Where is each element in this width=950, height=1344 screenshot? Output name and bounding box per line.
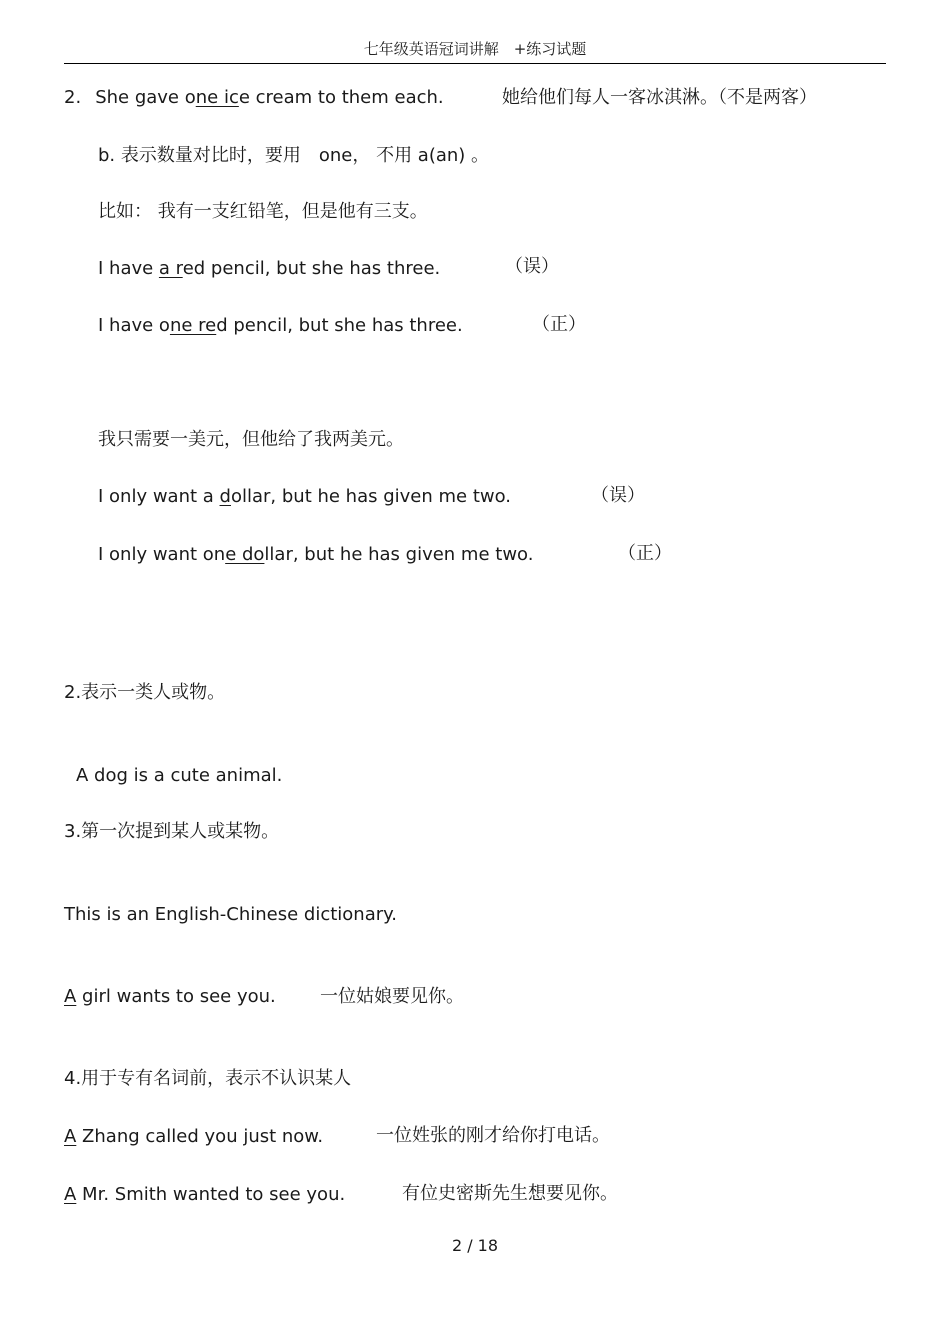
underlined-text: A: [64, 1184, 77, 1205]
example-wrong-2: [98, 485, 511, 509]
item-number: 2.: [64, 87, 82, 108]
sentence-part: girl wants to see you.: [76, 986, 276, 1007]
underlined-text: e do: [225, 544, 265, 565]
example-sentence: [64, 1125, 323, 1149]
underlined-text: a r: [158, 258, 183, 279]
sentence-part: I have: [98, 258, 159, 279]
sentence-part: d pencil, but she has three.: [216, 315, 463, 336]
underlined-text: ne re: [169, 315, 217, 336]
sentence-part: I only want a: [98, 486, 220, 507]
wrong-mark: （误）: [591, 485, 645, 506]
translation-1: 她给他们每人一客冰淇淋。（不是两客）: [502, 87, 817, 108]
example-line-1: [64, 86, 444, 110]
underlined-text: ne ic: [195, 87, 239, 108]
sentence-part: I have o: [98, 315, 170, 336]
underlined-text: d: [219, 486, 231, 507]
example-sentence: This is an English-Chinese dictionary.: [64, 904, 397, 925]
sentence-part: ollar, but he has given me two.: [230, 486, 512, 507]
sentence-part: ed pencil, but she has three.: [182, 258, 441, 279]
rule-b: b. 表示数量对比时，要用 one， 不用 a(an) 。: [98, 145, 490, 166]
translation: 一位姑娘要见你。: [320, 986, 464, 1007]
section-heading-3: 3.第一次提到某人或某物。: [64, 821, 280, 842]
sentence-part: I only want on: [98, 544, 226, 565]
running-header: 七年级英语冠词讲解 +练习试题: [363, 40, 587, 58]
underlined-text: A: [64, 1126, 77, 1147]
example-sentence: A dog is a cute animal.: [76, 765, 283, 786]
example-sentence: [64, 1183, 345, 1207]
wrong-mark: （误）: [505, 256, 559, 277]
example-correct-1: [98, 314, 463, 338]
example-intro-2: 我只需要一美元，但他给了我两美元。: [98, 429, 404, 450]
sentence-part: Mr. Smith wanted to see you.: [76, 1184, 346, 1205]
example-intro: 比如： 我有一支红铅笔，但是他有三支。: [98, 201, 428, 222]
example-correct-2: [98, 543, 533, 567]
section-heading-2: 2.表示一类人或物。: [64, 682, 226, 703]
sentence-part: Zhang called you just now.: [76, 1126, 324, 1147]
correct-mark: （正）: [532, 314, 586, 335]
example-wrong-1: [98, 257, 440, 281]
sentence-part: llar, but he has given me two.: [264, 544, 534, 565]
page-number: 2 / 18: [451, 1236, 499, 1255]
translation: 有位史密斯先生想要见你。: [402, 1183, 618, 1204]
sentence-part: She gave o: [95, 87, 196, 108]
sentence-part: e cream to them each.: [238, 87, 444, 108]
example-sentence: [64, 985, 276, 1009]
underlined-text: A: [64, 986, 77, 1007]
header-rule: [64, 63, 886, 64]
correct-mark: （正）: [618, 543, 672, 564]
section-heading-4: 4.用于专有名词前，表示不认识某人: [64, 1068, 352, 1089]
translation: 一位姓张的刚才给你打电话。: [376, 1125, 610, 1146]
